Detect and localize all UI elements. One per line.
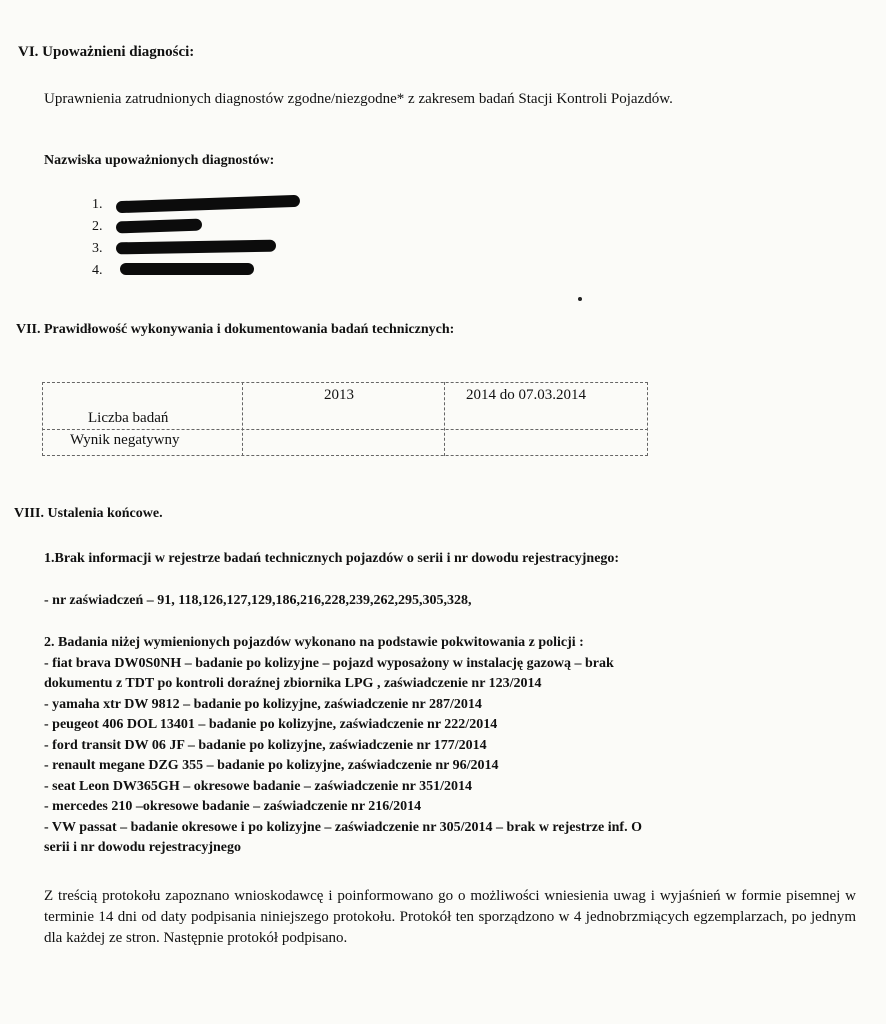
list-item: - seat Leon DW365GH – okresowe badanie – zaświadczenie nr 351/2014 [44, 778, 473, 794]
list-item: dokumentu z TDT po kontroli doraźnej zbiornika LPG , zaświadczenie nr 123/2014 [44, 676, 542, 691]
section-6-paragraph: Uprawnienia zatrudnionych diagnostów zgodne/niezgodne* z zakresem badań Stacji Kontroli Pojazdów. [44, 91, 673, 107]
list-item: - fiat brava DW0S0NH – badanie po kolizyjne – pojazd wyposażony w instalację gazową – brak [44, 655, 614, 671]
list-item: - yamaha xtr DW 9812 – badanie po kolizyjne, zaświadczenie nr 287/2014 [44, 696, 482, 712]
row-label-count: Liczba badań [88, 410, 169, 426]
row-label-negative: Wynik negatywny [70, 432, 180, 448]
point-1-text: - nr zaświadczeń – 91, 118,126,127,129,186,216,228,239,262,295,305,328, [44, 593, 472, 608]
list-item: 1. [92, 197, 103, 212]
closing-paragraph: Z treścią protokołu zapoznano wnioskodawcę i poinformowano go o możliwości wniesienia uwag i wyjaśnień w formie pisemnej w terminie 14 dni od daty podpisania niniejszego protokołu. Protokół ten sporządzono w 4 jednobrzmiących egzemplarzach, po jednym dla każdej ze stron. Następnie protokół podpisano. [44, 888, 856, 946]
point-1-heading: 1.Brak informacji w rejestrze badań technicznych pojazdów o serii i nr dowodu rejestracyjnego: [44, 551, 620, 566]
point-2-list [44, 633, 642, 859]
list-item: - ford transit DW 06 JF – badanie po kolizyjne, zaświadczenie nr 177/2014 [44, 737, 487, 753]
list-item: 3. [92, 241, 103, 256]
diagnostician-list [92, 194, 103, 282]
list-item: - VW passat – badanie okresowe i po kolizyjne – zaświadczenie nr 305/2014 – brak w rejestrze inf. O [44, 819, 642, 835]
redaction-mark [116, 219, 202, 234]
section-8-heading: VIII. Ustalenia końcowe. [14, 506, 163, 521]
inspection-table [42, 382, 648, 456]
list-item: - peugeot 406 DOL 13401 – badanie po kolizyjne, zaświadczenie nr 222/2014 [44, 717, 498, 732]
section-6-heading: VI. Upoważnieni diagności: [18, 44, 195, 60]
redaction-mark [120, 263, 254, 275]
list-item: - renault megane DZG 355 – badanie po kolizyjne, zaświadczenie nr 96/2014 [44, 758, 499, 773]
list-item: - mercedes 210 –okresowe badanie – zaświadczenie nr 216/2014 [44, 799, 422, 814]
speck [578, 297, 582, 301]
redaction-mark [116, 195, 300, 213]
list-item: 2. Badania niżej wymienionych pojazdów wykonano na podstawie pokwitowania z policji : [44, 635, 584, 650]
list-item: serii i nr dowodu rejestracyjnego [44, 840, 242, 855]
names-heading: Nazwiska upoważnionych diagnostów: [44, 153, 275, 168]
section-7-heading: VII. Prawidłowość wykonywania i dokumentowania badań technicznych: [16, 322, 455, 337]
table-header-2014: 2014 do 07.03.2014 [466, 387, 586, 403]
table-header-2013: 2013 [324, 387, 354, 403]
list-item: 2. [92, 219, 103, 234]
redaction-mark [116, 240, 276, 255]
list-item: 4. [92, 263, 103, 278]
